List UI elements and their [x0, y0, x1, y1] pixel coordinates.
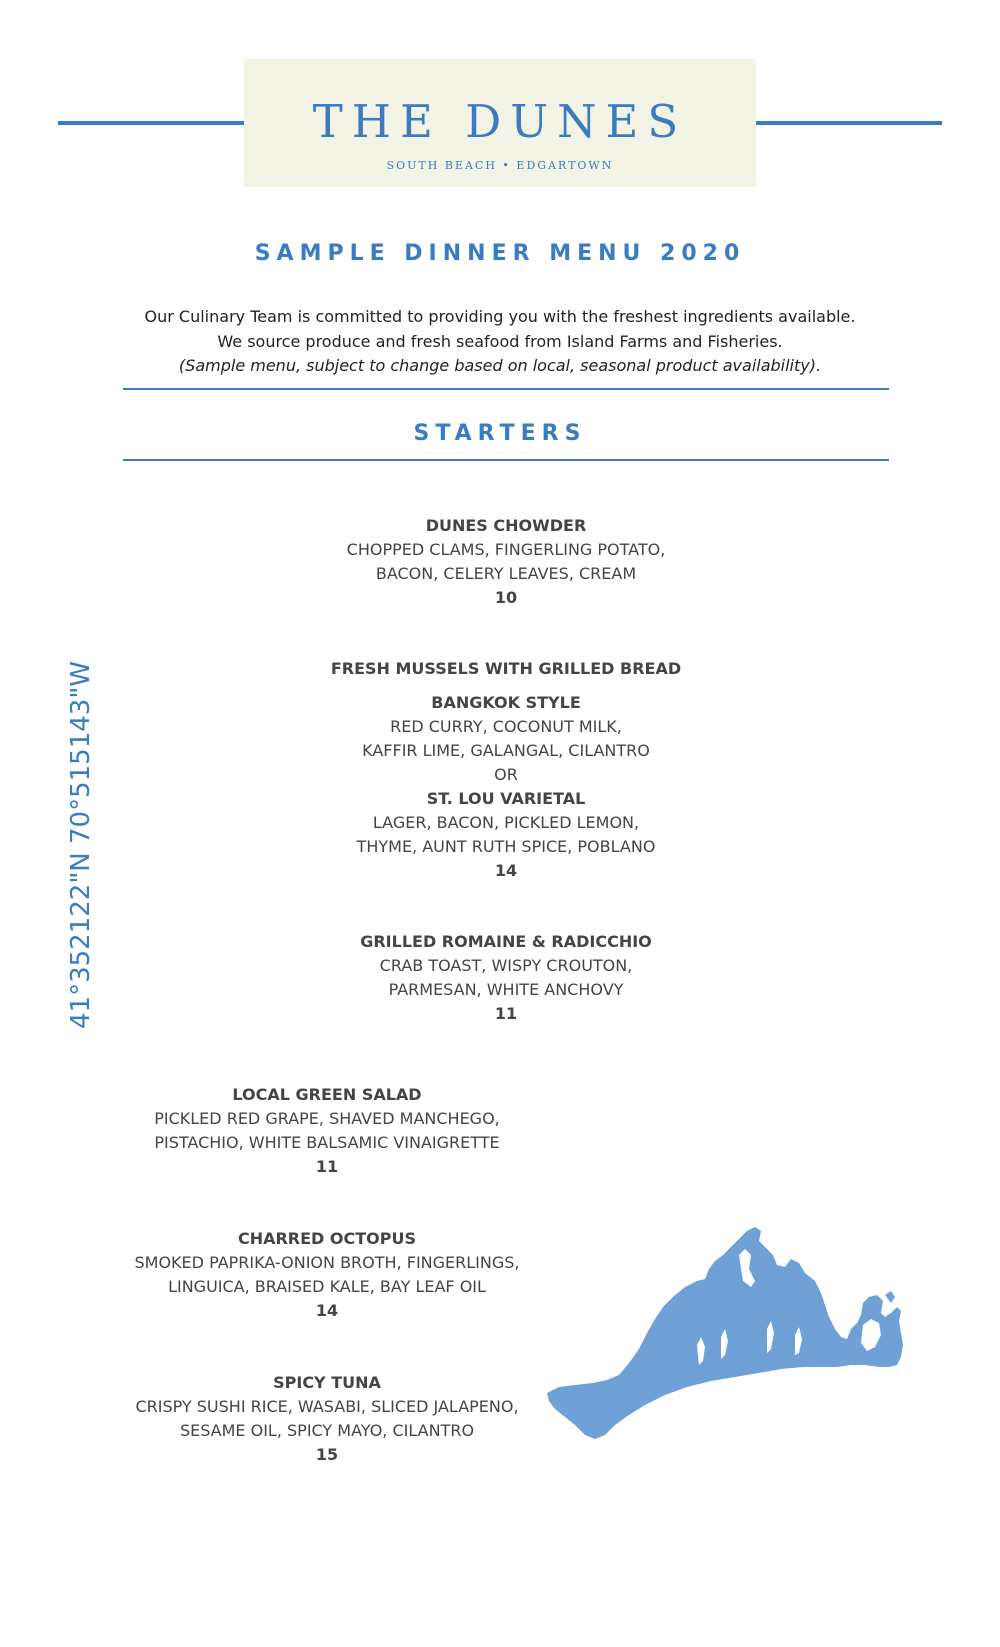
- menu-item: [256, 514, 756, 610]
- item-or: OR: [494, 765, 518, 784]
- item-description: PISTACHIO, WHITE BALSAMIC VINAIGRETTE: [154, 1133, 500, 1152]
- logo: [244, 59, 756, 187]
- intro-line-1: Our Culinary Team is committed to providing you with the freshest ingredients available.: [144, 307, 856, 326]
- item-description: PICKLED RED GRAPE, SHAVED MANCHEGO,: [154, 1109, 500, 1128]
- item-description: BACON, CELERY LEAVES, CREAM: [375, 564, 637, 583]
- item-description: SMOKED PAPRIKA-ONION BROTH, FINGERLINGS,: [134, 1253, 520, 1272]
- item-name: SPICY TUNA: [273, 1373, 381, 1392]
- item-name: LOCAL GREEN SALAD: [232, 1085, 422, 1104]
- item-name: FRESH MUSSELS WITH GRILLED BREAD: [330, 659, 682, 678]
- intro-note: (Sample menu, subject to change based on local, seasonal product availability).: [178, 356, 822, 375]
- coordinates-label: 41°352122"N 70°515143"W: [66, 660, 96, 1030]
- item-description: CHOPPED CLAMS, FINGERLING POTATO,: [346, 540, 666, 559]
- menu-item: [107, 1227, 547, 1323]
- logo-name: THE DUNES: [312, 95, 688, 148]
- section-rule-top: [123, 388, 889, 390]
- item-description: CRAB TOAST, WISPY CROUTON,: [379, 956, 633, 975]
- menu-item: [256, 930, 756, 1026]
- intro-text: [0, 305, 1000, 379]
- item-description: PARMESAN, WHITE ANCHOVY: [388, 980, 624, 999]
- item-price: 11: [315, 1157, 339, 1176]
- menu-title: SAMPLE DINNER MENU 2020: [254, 241, 746, 266]
- menu-item: [107, 1083, 547, 1179]
- item-description: THYME, AUNT RUTH SPICE, POBLANO: [356, 837, 656, 856]
- item-name: GRILLED ROMAINE & RADICCHIO: [360, 932, 652, 951]
- item-description: LINGUICA, BRAISED KALE, BAY LEAF OIL: [168, 1277, 486, 1296]
- item-price: 14: [494, 861, 518, 880]
- header-rule-left: [58, 121, 244, 125]
- section-title: STARTERS: [413, 421, 587, 446]
- item-price: 15: [315, 1445, 339, 1464]
- item-description: CRISPY SUSHI RICE, WASABI, SLICED JALAPENO,: [135, 1397, 519, 1416]
- menu-item: [256, 657, 756, 883]
- item-price: 14: [315, 1301, 339, 1320]
- item-option-name: BANGKOK STYLE: [431, 693, 581, 712]
- section-rule-bottom: [123, 459, 889, 461]
- item-price: 10: [494, 588, 518, 607]
- item-name: DUNES CHOWDER: [425, 516, 587, 535]
- item-description: SESAME OIL, SPICY MAYO, CILANTRO: [179, 1421, 475, 1440]
- header-rule-right: [756, 121, 942, 125]
- item-option-name: ST. LOU VARIETAL: [426, 789, 586, 808]
- marthas-vineyard-island-icon: [545, 1225, 905, 1450]
- item-description: RED CURRY, COCONUT MILK,: [390, 717, 622, 736]
- menu-item: [107, 1371, 547, 1467]
- item-description: LAGER, BACON, PICKLED LEMON,: [372, 813, 640, 832]
- item-name: CHARRED OCTOPUS: [237, 1229, 417, 1248]
- item-description: KAFFIR LIME, GALANGAL, CILANTRO: [362, 741, 650, 760]
- item-price: 11: [494, 1004, 518, 1023]
- intro-line-2: We source produce and fresh seafood from Island Farms and Fisheries.: [217, 331, 783, 351]
- logo-subtitle: SOUTH BEACH • EDGARTOWN: [386, 159, 614, 172]
